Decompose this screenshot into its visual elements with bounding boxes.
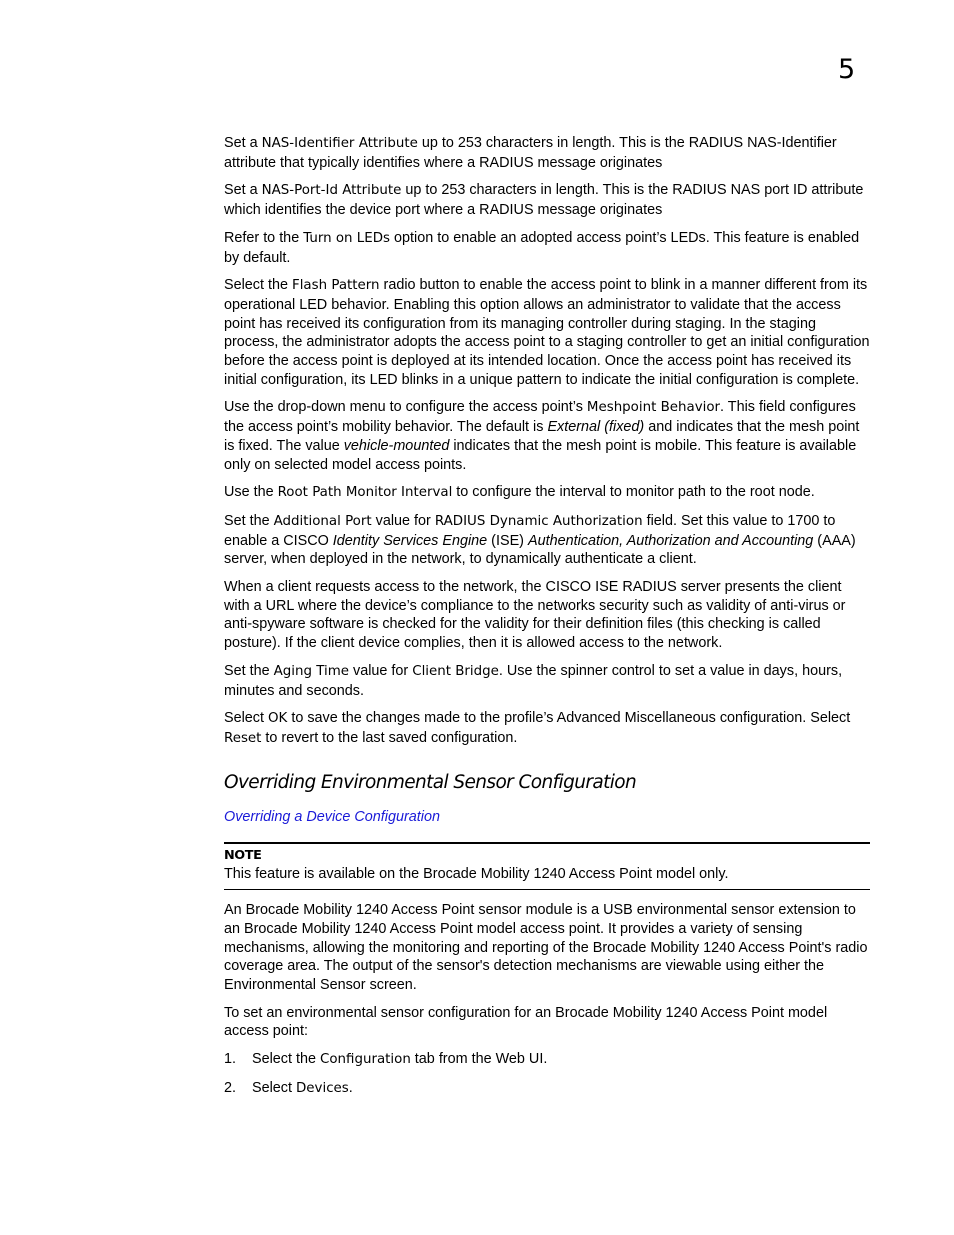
text: . Use the spinner control to set a value in days, hours, minutes and seconds. (224, 662, 843, 699)
ui-term: RADIUS Dynamic Authorization (434, 513, 643, 529)
text: value for (349, 662, 413, 679)
text: Set a (224, 182, 262, 199)
paragraph-nas-port-id (224, 181, 870, 219)
paragraph-cisco-ise (224, 578, 870, 653)
chapter-number: 5 (838, 54, 856, 85)
ui-term: Additional Port (273, 513, 372, 529)
text: (AAA) server, when deployed in the network, to dynamically authenticate a client. (224, 532, 856, 568)
note-box (224, 842, 870, 890)
text: To set an environmental sensor configuration for an Brocade Mobility 1240 Access Point model access point: (224, 1004, 828, 1040)
ui-term: Client Bridge (412, 663, 499, 679)
text: up to 253 characters in length. This is the RADIUS NAS-Identifier attribute that typically identifies where a RADIUS message originates (224, 135, 837, 171)
ui-term: OK (268, 711, 288, 727)
section-heading: Overriding Environmental Sensor Configuration (224, 771, 637, 793)
paragraph-ok-reset (224, 709, 870, 748)
text: radio button to enable the access point to blink in a manner different from its operational LED behavior. Enabling this option allows an administrator to validate that the access point has received its configuration from its managing controller during staging. In the staging process, the administrator adopts the access point to a staging controller to get an initial configuration before the access point is deployed at its intended location. Once the access point has received its initial configuration, its LED blinks in a unique pattern to indicate the initial configuration is complete. (224, 277, 870, 388)
paragraph-nas-identifier (224, 134, 870, 172)
text: tab from the Web UI. (410, 1051, 548, 1068)
step-number: 2. (224, 1079, 237, 1096)
text: Select the (224, 277, 292, 294)
paragraph-meshpoint-behavior (224, 398, 870, 474)
note-text: This feature is available on the Brocade Mobility 1240 Access Point model only. (224, 866, 729, 883)
text: Set the (224, 512, 274, 529)
ui-term: Aging Time (273, 663, 350, 679)
step-number: 1. (224, 1051, 237, 1068)
paragraph-additional-port (224, 512, 870, 569)
paragraph-flash-pattern (224, 276, 870, 389)
text: and indicates that the mesh point is fixed. The value (224, 419, 860, 454)
text: up to 253 characters in length. This is the RADIUS NAS port ID attribute which identifies the device port where a RADIUS message originates (224, 182, 864, 219)
text: Use the drop-down menu to configure the access point’s (224, 399, 587, 416)
step-item (224, 1050, 870, 1070)
text: Select (252, 1079, 296, 1096)
text: to configure the interval to monitor path to the root node. (452, 484, 815, 501)
ui-term: NAS-Port-Id Attribute (261, 183, 402, 199)
text: field. Set this value to 1700 to enable a CISCO (224, 512, 836, 549)
cross-reference-link[interactable]: Overriding a Device Configuration (224, 808, 440, 825)
emphasis: External (fixed) (547, 419, 645, 436)
emphasis: Identity Services Engine (332, 532, 488, 549)
text: Use the (224, 484, 278, 501)
text: to revert to the last saved configuration. (261, 729, 518, 746)
emphasis: Authentication, Authorization and Accounting (527, 532, 814, 549)
step-text (252, 1050, 547, 1070)
ui-term: Devices (296, 1080, 349, 1096)
text: Select (224, 710, 268, 727)
ui-term: Meshpoint Behavior (586, 400, 721, 416)
page-content (224, 134, 870, 1107)
emphasis: vehicle-mounted (343, 437, 450, 454)
ui-term: Root Path Monitor Interval (277, 485, 453, 501)
text: Select the (252, 1051, 320, 1068)
paragraph-set-sensor (224, 1004, 870, 1041)
text: Set a (224, 135, 262, 151)
text: . This field configures the access point’s mobility behavior. The default is (224, 399, 856, 436)
paragraph-turn-on-leds (224, 229, 870, 267)
text: . (348, 1079, 353, 1096)
ui-term: Reset (224, 730, 262, 746)
text: An Brocade Mobility 1240 Access Point sensor module is a USB environmental sensor extension to an Brocade Mobility 1240 Access Point model access point. It provides a variety of sensing mechanisms, allowing the monitoring and reporting of the Brocade Mobility 1240 Access Point's radio coverage area. The output of the sensor's detection mechanisms are viewable using either the Environmental Sensor screen. (224, 902, 868, 993)
text: indicates that the mesh point is mobile. This feature is available only on selected model access points. (224, 437, 857, 473)
text: Set the (224, 662, 274, 679)
paragraph-sensor-module (224, 901, 870, 995)
paragraph-root-path (224, 483, 870, 503)
ui-term: Configuration (320, 1052, 411, 1068)
text: When a client requests access to the network, the CISCO ISE RADIUS server presents the client with a URL where the device’s compliance to the networks security such as validity of anti-virus or anti-spyware software is checked for the validity for their definition files (this checking is called posture). If the client device complies, then it is allowed access to the network. (224, 579, 846, 652)
ui-term: Turn on LEDs (303, 230, 390, 246)
text: Refer to the (224, 229, 304, 246)
paragraph-aging-time (224, 662, 870, 700)
step-text (252, 1079, 353, 1099)
step-item (224, 1079, 870, 1099)
text: option to enable an adopted access point’s LEDs. This feature is enabled by default. (224, 229, 860, 266)
text: value for (371, 512, 435, 529)
text: to save the changes made to the profile’s Advanced Miscellaneous configuration. Select (287, 710, 851, 727)
ui-term: Flash Pattern (292, 278, 380, 294)
note-label: NOTE (224, 848, 262, 864)
ui-term: NAS-Identifier Attribute (261, 136, 418, 151)
text: (ISE) (487, 532, 528, 549)
